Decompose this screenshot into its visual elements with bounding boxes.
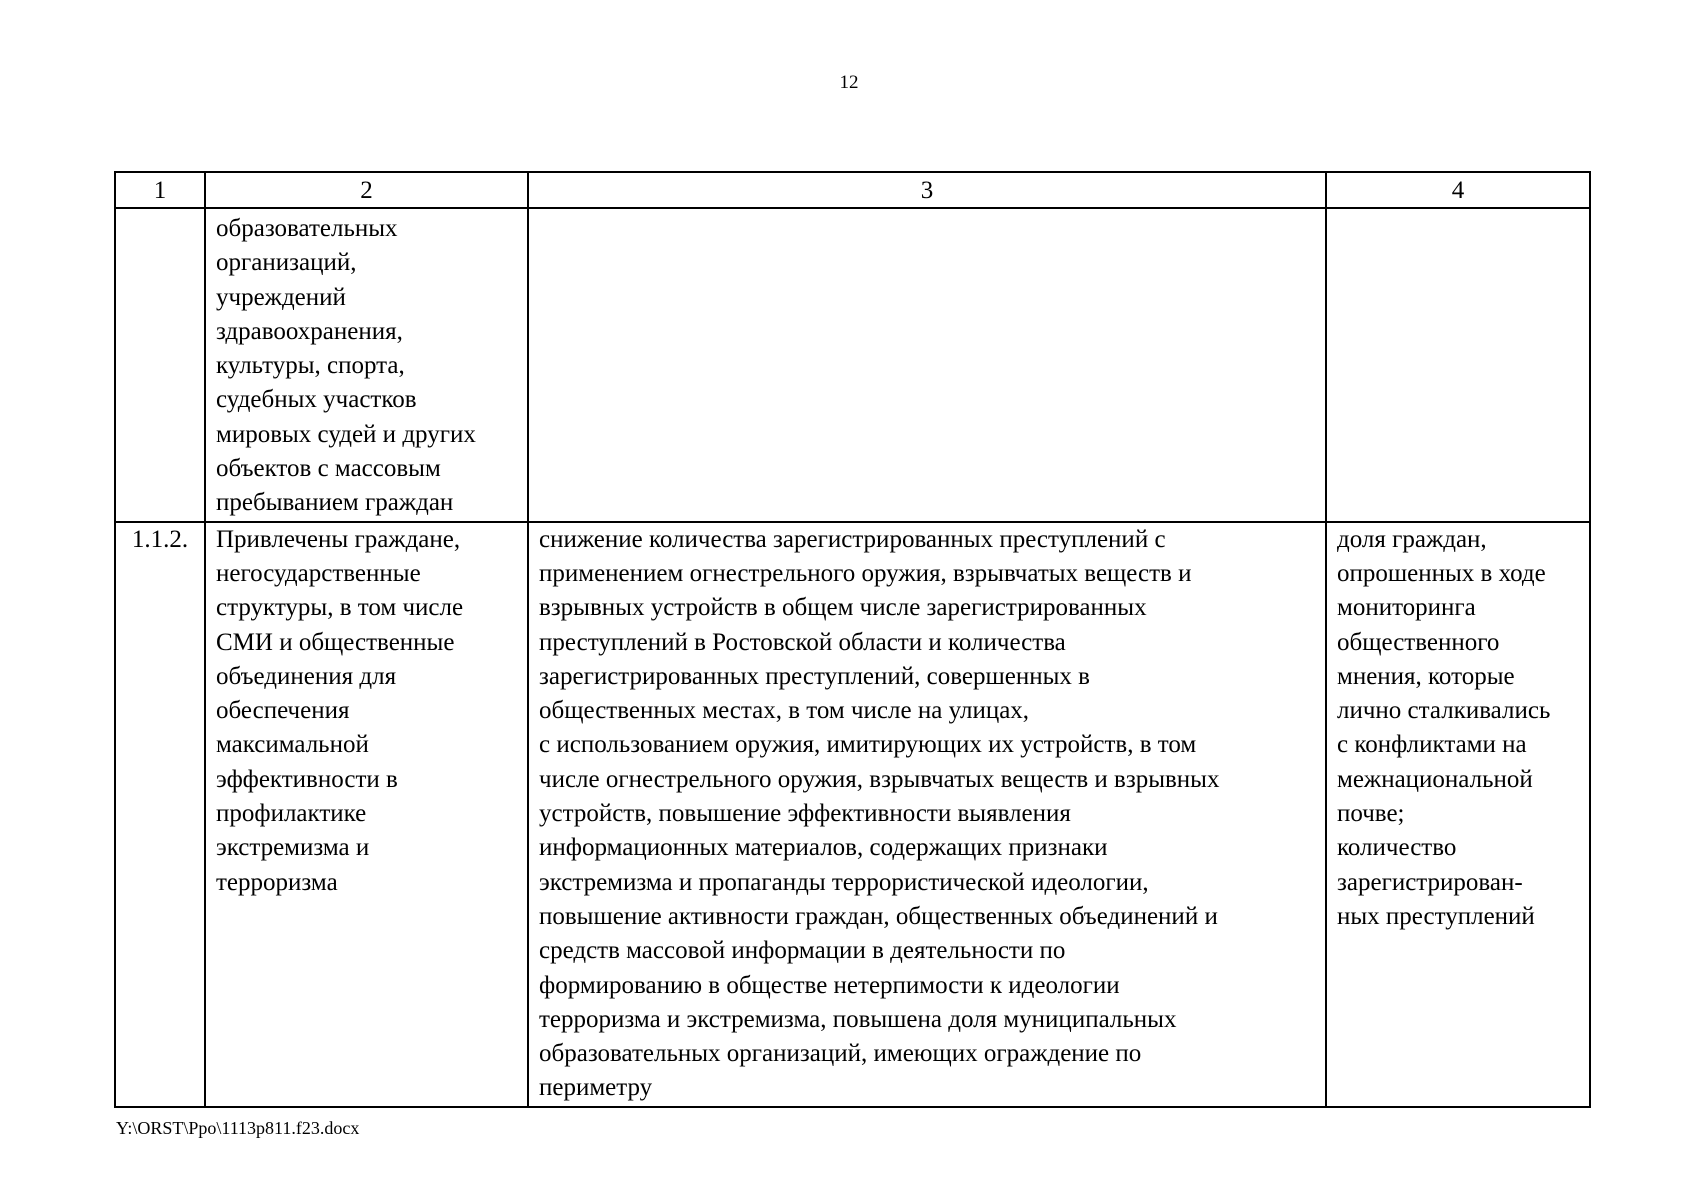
row-indicator-text: [1326, 208, 1590, 522]
row-indicator-text: доля граждан, опрошенных в ходе мониторинга общественного мнения, которые лично сталкивались с конфликтами на межнациональной почве; количество зарегистрирован- ных преступлений: [1326, 522, 1590, 1107]
document-table: [114, 171, 1591, 1108]
column-number-3: 3: [528, 172, 1326, 208]
column-number-2: 2: [205, 172, 528, 208]
row-result-text: снижение количества зарегистрированных преступлений с применением огнестрельного оружия, взрывчатых веществ и взрывных устройств в общем числе зарегистрированных преступлений в Ростовской области и количества зарегистрированных преступлений, совершенных в общественных местах, в том числе на улицах, с использованием оружия, имитирующих их устройств, в том числе огнестрельного оружия, взрывчатых веществ и взрывных устройств, повышение эффективности выявления информационных материалов, содержащих признаки экстремизма и пропаганды террористической идеологии, повышение активности граждан, общественных объединений и средств массовой информации в деятельности по формированию в обществе нетерпимости к идеологии терроризма и экстремизма, повышена доля муниципальных образовательных организаций, имеющих ограждение по периметру: [528, 522, 1326, 1107]
row-result-text: [528, 208, 1326, 522]
table-header-row: [115, 172, 1590, 208]
column-number-4: 4: [1326, 172, 1590, 208]
column-number-1: 1: [115, 172, 205, 208]
row-measure-text: образовательных организаций, учреждений здравоохранения, культуры, спорта, судебных участков мировых судей и других объектов с массовым пребыванием граждан: [205, 208, 528, 522]
row-item-number: [115, 208, 205, 522]
row-measure-text: Привлечены граждане, негосударственные структуры, в том числе СМИ и общественные объединения для обеспечения максимальной эффективности в профилактике экстремизма и терроризма: [205, 522, 528, 1107]
row-item-number: 1.1.2.: [115, 522, 205, 1107]
footer-file-path: Y:\ORST\Ppo\1113p811.f23.docx: [116, 1118, 360, 1138]
page-number: 12: [839, 72, 859, 93]
table-row: [115, 522, 1590, 1107]
table-row: [115, 208, 1590, 522]
